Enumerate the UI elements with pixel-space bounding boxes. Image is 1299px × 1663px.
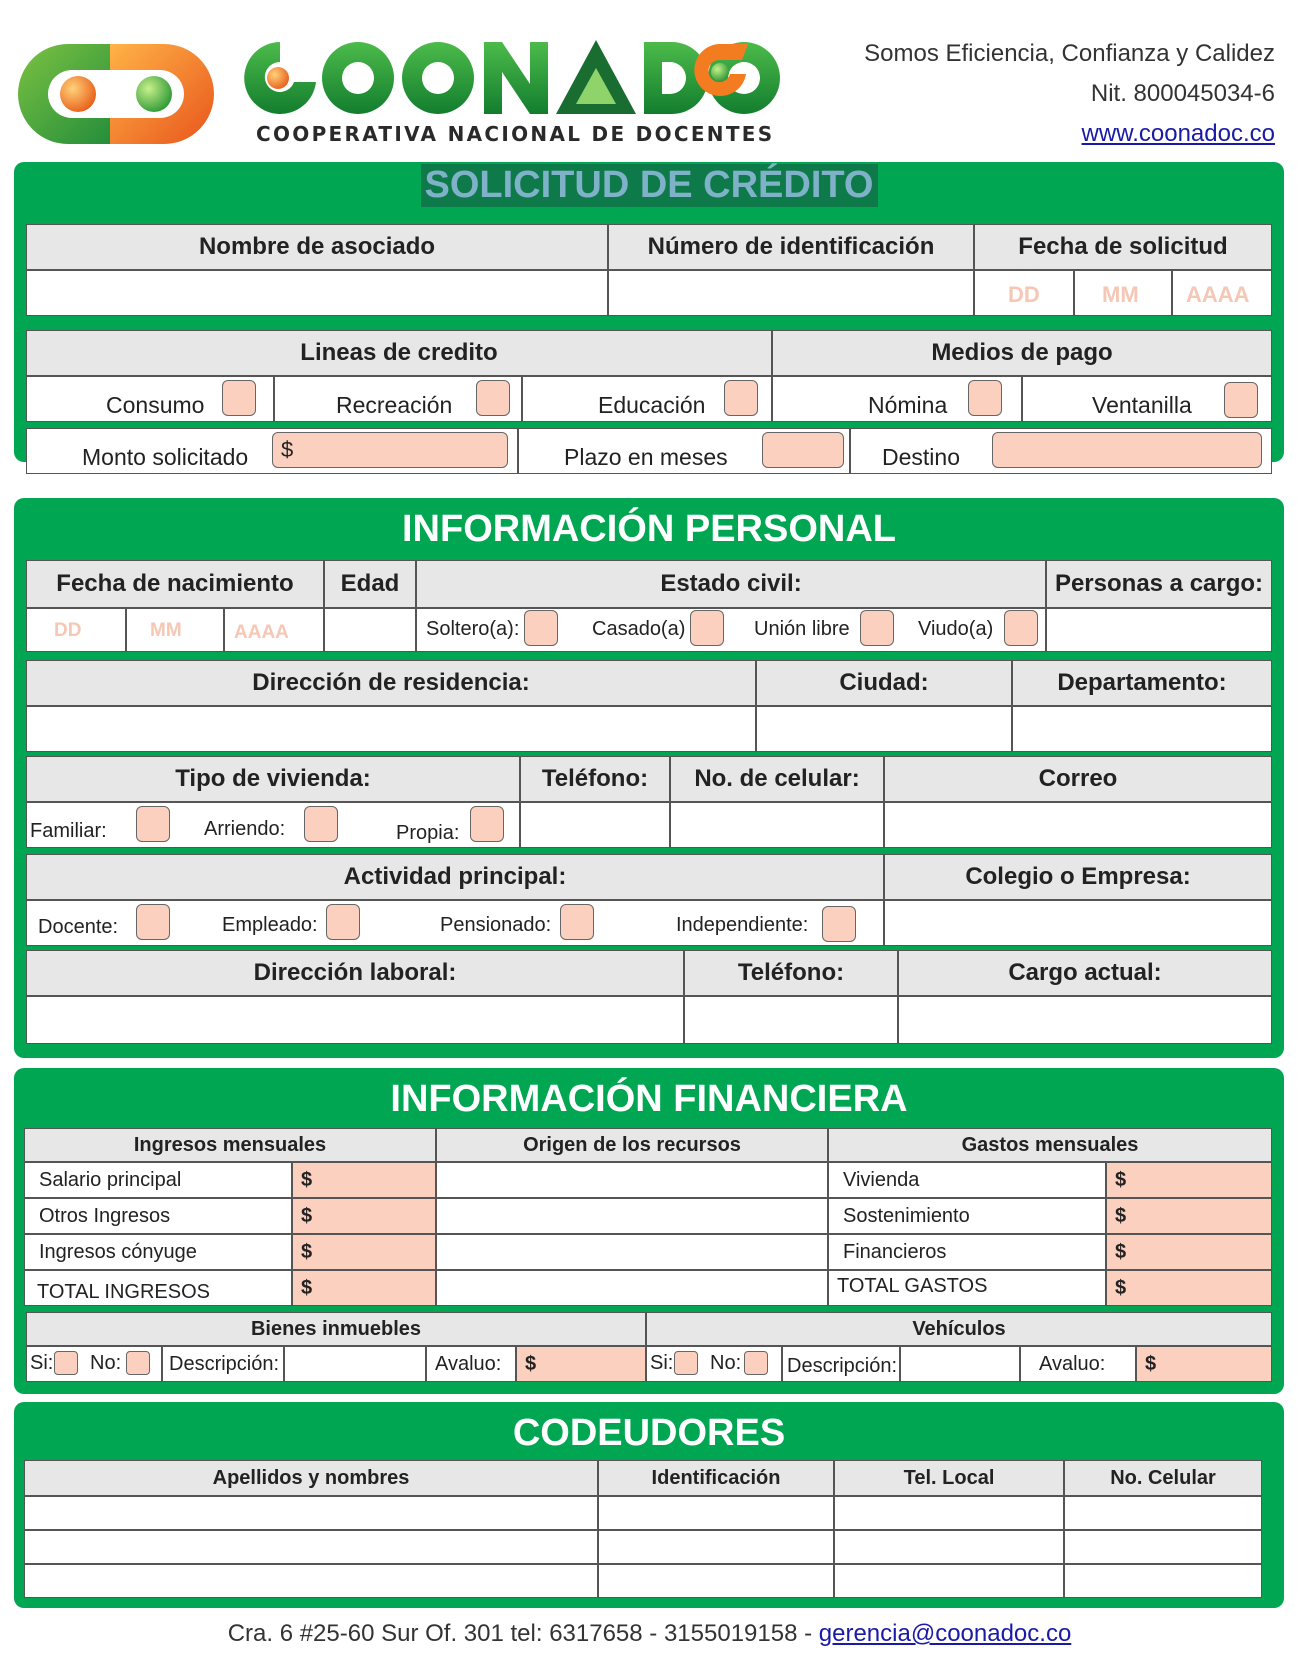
header-telefono: Teléfono:	[520, 756, 670, 802]
nit: Nit. 800045034-6	[1090, 80, 1275, 107]
gasto-financieros-input[interactable]	[1106, 1234, 1272, 1270]
header-celular: No. de celular:	[670, 756, 884, 802]
ingreso-total-input[interactable]	[292, 1270, 436, 1306]
currency-symbol: $	[1115, 1168, 1127, 1191]
bienes-avaluo-label: Avaluo:	[435, 1353, 502, 1375]
brand-subtitle: COOPERATIVA NACIONAL DE DOCENTES	[256, 122, 775, 146]
vehiculos-descripcion-label: Descripción:	[787, 1355, 898, 1377]
footer-address: Cra. 6 #25-60 Sur Of. 301 tel: 6317658 - 3155019158 -	[227, 1620, 813, 1647]
gasto-row	[828, 1198, 1106, 1234]
codeudor-celular-field[interactable]	[1064, 1530, 1262, 1564]
ingreso-label: Otros Ingresos	[39, 1205, 171, 1227]
codeudor-tel-field[interactable]	[834, 1564, 1064, 1598]
estado-viudo-checkbox[interactable]	[1004, 610, 1038, 646]
vivienda-arriendo-checkbox[interactable]	[304, 806, 338, 842]
vehiculos-avaluo-label-cell	[1020, 1346, 1136, 1382]
header-apellidos: Apellidos y nombres	[24, 1460, 598, 1496]
gasto-row	[828, 1270, 1106, 1306]
vehiculos-desc-label-cell	[782, 1346, 900, 1382]
estado-casado-label: Casado(a)	[592, 618, 686, 640]
bienes-desc-label-cell	[162, 1346, 284, 1382]
orange-c-icon	[690, 40, 750, 100]
ingreso-row	[24, 1198, 292, 1234]
actividad-independiente-checkbox[interactable]	[822, 906, 856, 942]
codeudor-tel-field[interactable]	[834, 1530, 1064, 1564]
destino-input[interactable]	[992, 432, 1262, 468]
gasto-sostenimiento-input[interactable]	[1106, 1198, 1272, 1234]
actividad-empleado-checkbox[interactable]	[326, 904, 360, 940]
gasto-row	[828, 1234, 1106, 1270]
estado-union-label: Unión libre	[754, 618, 850, 640]
placeholder-aaaa: AAAA	[234, 622, 289, 643]
codeudor-id-field[interactable]	[598, 1496, 834, 1530]
monto-label: Monto solicitado	[82, 444, 249, 470]
ingreso-row	[24, 1234, 292, 1270]
estado-casado-checkbox[interactable]	[690, 610, 724, 646]
monto-input[interactable]	[272, 432, 508, 468]
currency-symbol: $	[301, 1276, 313, 1299]
vivienda-propia-checkbox[interactable]	[470, 806, 504, 842]
destino-label: Destino	[882, 444, 960, 470]
medio-nomina-checkbox[interactable]	[968, 380, 1002, 416]
monto-currency: $	[281, 437, 294, 462]
gasto-total-input[interactable]	[1106, 1270, 1272, 1306]
ingreso-label: Ingresos cónyuge	[39, 1241, 197, 1263]
bienes-avaluo-input[interactable]	[516, 1346, 646, 1382]
header-departamento: Departamento:	[1012, 660, 1272, 706]
linea-educacion-checkbox[interactable]	[724, 380, 758, 416]
departamento-field[interactable]	[1012, 706, 1272, 752]
cargo-field[interactable]	[898, 996, 1272, 1044]
origen-field[interactable]	[436, 1162, 828, 1198]
header-tel-local: Tel. Local	[834, 1460, 1064, 1496]
currency-symbol: $	[301, 1204, 313, 1227]
currency-symbol: $	[1145, 1352, 1157, 1375]
bienes-si-checkbox[interactable]	[54, 1351, 78, 1375]
section-title: INFORMACIÓN FINANCIERA	[390, 1078, 908, 1120]
header-direccion: Dirección de residencia:	[26, 660, 756, 706]
header-ingresos: Ingresos mensuales	[24, 1128, 436, 1162]
header-origen: Origen de los recursos	[436, 1128, 828, 1162]
bienes-si-label: Si:	[30, 1352, 54, 1374]
linea-recreacion-label: Recreación	[336, 392, 453, 418]
placeholder-dd: DD	[1008, 282, 1040, 307]
actividad-pensionado-checkbox[interactable]	[560, 904, 594, 940]
origen-field[interactable]	[436, 1234, 828, 1270]
codeudor-nombre-field[interactable]	[24, 1496, 598, 1530]
bienes-no-checkbox[interactable]	[126, 1351, 150, 1375]
placeholder-dd: DD	[54, 620, 82, 641]
website-link[interactable]: www.coonadoc.co	[1081, 120, 1275, 147]
celular-field[interactable]	[670, 802, 884, 848]
section-financiera	[14, 1068, 1284, 1394]
section-solicitud	[14, 162, 1284, 470]
codeudor-id-field[interactable]	[598, 1564, 834, 1598]
gasto-total-label: TOTAL GASTOS	[837, 1275, 988, 1297]
bienes-descripcion-field[interactable]	[284, 1346, 426, 1382]
currency-symbol: $	[301, 1168, 313, 1191]
origen-field[interactable]	[436, 1270, 828, 1306]
codeudor-celular-field[interactable]	[1064, 1564, 1262, 1598]
vehiculos-avaluo-label: Avaluo:	[1039, 1353, 1106, 1375]
ingreso-conyuge-input[interactable]	[292, 1234, 436, 1270]
numero-field[interactable]	[608, 270, 974, 316]
origen-field[interactable]	[436, 1198, 828, 1234]
coonadoc-logo-icon	[14, 40, 218, 148]
direccion-laboral-field[interactable]	[26, 996, 684, 1044]
vehiculos-no-label: No:	[710, 1352, 742, 1374]
bienes-descripcion-label: Descripción:	[169, 1353, 280, 1375]
header-estado-civil: Estado civil:	[416, 560, 1046, 608]
estado-soltero-checkbox[interactable]	[524, 610, 558, 646]
ingreso-salario-input[interactable]	[292, 1162, 436, 1198]
ingreso-otros-input[interactable]	[292, 1198, 436, 1234]
currency-symbol: $	[525, 1352, 537, 1375]
actividad-pensionado-label: Pensionado:	[440, 914, 552, 936]
ingreso-row	[24, 1162, 292, 1198]
estado-soltero-label: Soltero(a):	[426, 618, 520, 640]
header-edad: Edad	[324, 560, 416, 608]
actividad-docente-label: Docente:	[38, 916, 119, 938]
medio-ventanilla-label: Ventanilla	[1092, 392, 1192, 418]
gasto-label: Sostenimiento	[843, 1205, 970, 1227]
vehiculos-descripcion-field[interactable]	[900, 1346, 1020, 1382]
header-colegio: Colegio o Empresa:	[884, 854, 1272, 900]
currency-symbol: $	[1115, 1204, 1127, 1227]
header-correo: Correo	[884, 756, 1272, 802]
ciudad-field[interactable]	[756, 706, 1012, 752]
linea-consumo-checkbox[interactable]	[222, 380, 256, 416]
vivienda-propia-label: Propia:	[396, 822, 460, 844]
codeudor-nombre-field[interactable]	[24, 1530, 598, 1564]
gasto-row	[828, 1162, 1106, 1198]
medio-nomina-label: Nómina	[868, 392, 948, 418]
header-direccion-laboral: Dirección laboral:	[26, 950, 684, 996]
ingreso-row	[24, 1270, 292, 1306]
header-vehiculos: Vehículos	[646, 1312, 1272, 1346]
vehiculos-si-label: Si:	[650, 1352, 674, 1374]
tagline: Somos Eficiencia, Confianza y Calidez	[864, 40, 1275, 67]
vivienda-arriendo-label: Arriendo:	[204, 818, 286, 840]
gasto-vivienda-input[interactable]	[1106, 1162, 1272, 1198]
header-numero: Número de identificación	[608, 224, 974, 270]
vehiculos-no-checkbox[interactable]	[744, 1351, 768, 1375]
gasto-label: Financieros	[843, 1241, 947, 1263]
linea-consumo-label: Consumo	[106, 392, 205, 418]
section-title: SOLICITUD DE CRÉDITO	[421, 164, 878, 207]
vivienda-familiar-checkbox[interactable]	[136, 806, 170, 842]
linea-educacion-label: Educación	[598, 392, 706, 418]
header-fecha-nacimiento: Fecha de nacimiento	[26, 560, 324, 608]
estado-viudo-label: Viudo(a)	[918, 618, 994, 640]
section-title: INFORMACIÓN PERSONAL	[402, 508, 896, 550]
telefono-field[interactable]	[520, 802, 670, 848]
linea-recreacion-checkbox[interactable]	[476, 380, 510, 416]
plazo-input[interactable]	[762, 432, 844, 468]
footer	[0, 1620, 1299, 1648]
codeudor-id-field[interactable]	[598, 1530, 834, 1564]
vivienda-familiar-label: Familiar:	[30, 820, 107, 842]
ingreso-total-label: TOTAL INGRESOS	[37, 1281, 210, 1303]
header-nombre: Nombre de asociado	[26, 224, 608, 270]
medio-ventanilla-checkbox[interactable]	[1224, 382, 1258, 418]
header-ciudad: Ciudad:	[756, 660, 1012, 706]
estado-union-checkbox[interactable]	[860, 610, 894, 646]
plazo-label: Plazo en meses	[564, 444, 728, 470]
currency-symbol: $	[1115, 1276, 1127, 1299]
header-bienes: Bienes inmuebles	[26, 1312, 646, 1346]
header-fecha: Fecha de solicitud	[974, 224, 1272, 270]
header-telefono-laboral: Teléfono:	[684, 950, 898, 996]
currency-symbol: $	[301, 1240, 313, 1263]
vehiculos-avaluo-input[interactable]	[1136, 1346, 1272, 1382]
currency-symbol: $	[1115, 1240, 1127, 1263]
nombre-field[interactable]	[26, 270, 608, 316]
ingreso-label: Salario principal	[39, 1169, 182, 1191]
edad-field[interactable]	[324, 608, 416, 652]
header-personas-cargo: Personas a cargo:	[1046, 560, 1272, 608]
actividad-docente-checkbox[interactable]	[136, 904, 170, 940]
personas-cargo-field[interactable]	[1046, 608, 1272, 652]
header-cargo: Cargo actual:	[898, 950, 1272, 996]
section-codeudores	[14, 1402, 1284, 1608]
telefono-laboral-field[interactable]	[684, 996, 898, 1044]
actividad-empleado-label: Empleado:	[222, 914, 318, 936]
placeholder-aaaa: AAAA	[1186, 282, 1250, 307]
section-personal	[14, 498, 1284, 1058]
header-tipo-vivienda: Tipo de vivienda:	[26, 756, 520, 802]
codeudor-nombre-field[interactable]	[24, 1564, 598, 1598]
bienes-no-label: No:	[90, 1352, 122, 1374]
header-celular: No. Celular	[1064, 1460, 1262, 1496]
header-lineas: Lineas de credito	[26, 330, 772, 376]
header-medios: Medios de pago	[772, 330, 1272, 376]
direccion-field[interactable]	[26, 706, 756, 752]
codeudor-tel-field[interactable]	[834, 1496, 1064, 1530]
footer-email-link[interactable]: gerencia@coonadoc.co	[818, 1620, 1072, 1647]
placeholder-mm: MM	[150, 620, 182, 641]
header-identificacion: Identificación	[598, 1460, 834, 1496]
correo-field[interactable]	[884, 802, 1272, 848]
colegio-field[interactable]	[884, 900, 1272, 946]
codeudor-celular-field[interactable]	[1064, 1496, 1262, 1530]
section-title: CODEUDORES	[512, 1412, 786, 1454]
gasto-label: Vivienda	[843, 1169, 920, 1191]
placeholder-mm: MM	[1102, 282, 1139, 307]
actividad-independiente-label: Independiente:	[676, 914, 809, 936]
vehiculos-si-checkbox[interactable]	[674, 1351, 698, 1375]
header	[0, 0, 1299, 160]
bienes-avaluo-label-cell	[426, 1346, 516, 1382]
header-actividad: Actividad principal:	[26, 854, 884, 900]
header-gastos: Gastos mensuales	[828, 1128, 1272, 1162]
